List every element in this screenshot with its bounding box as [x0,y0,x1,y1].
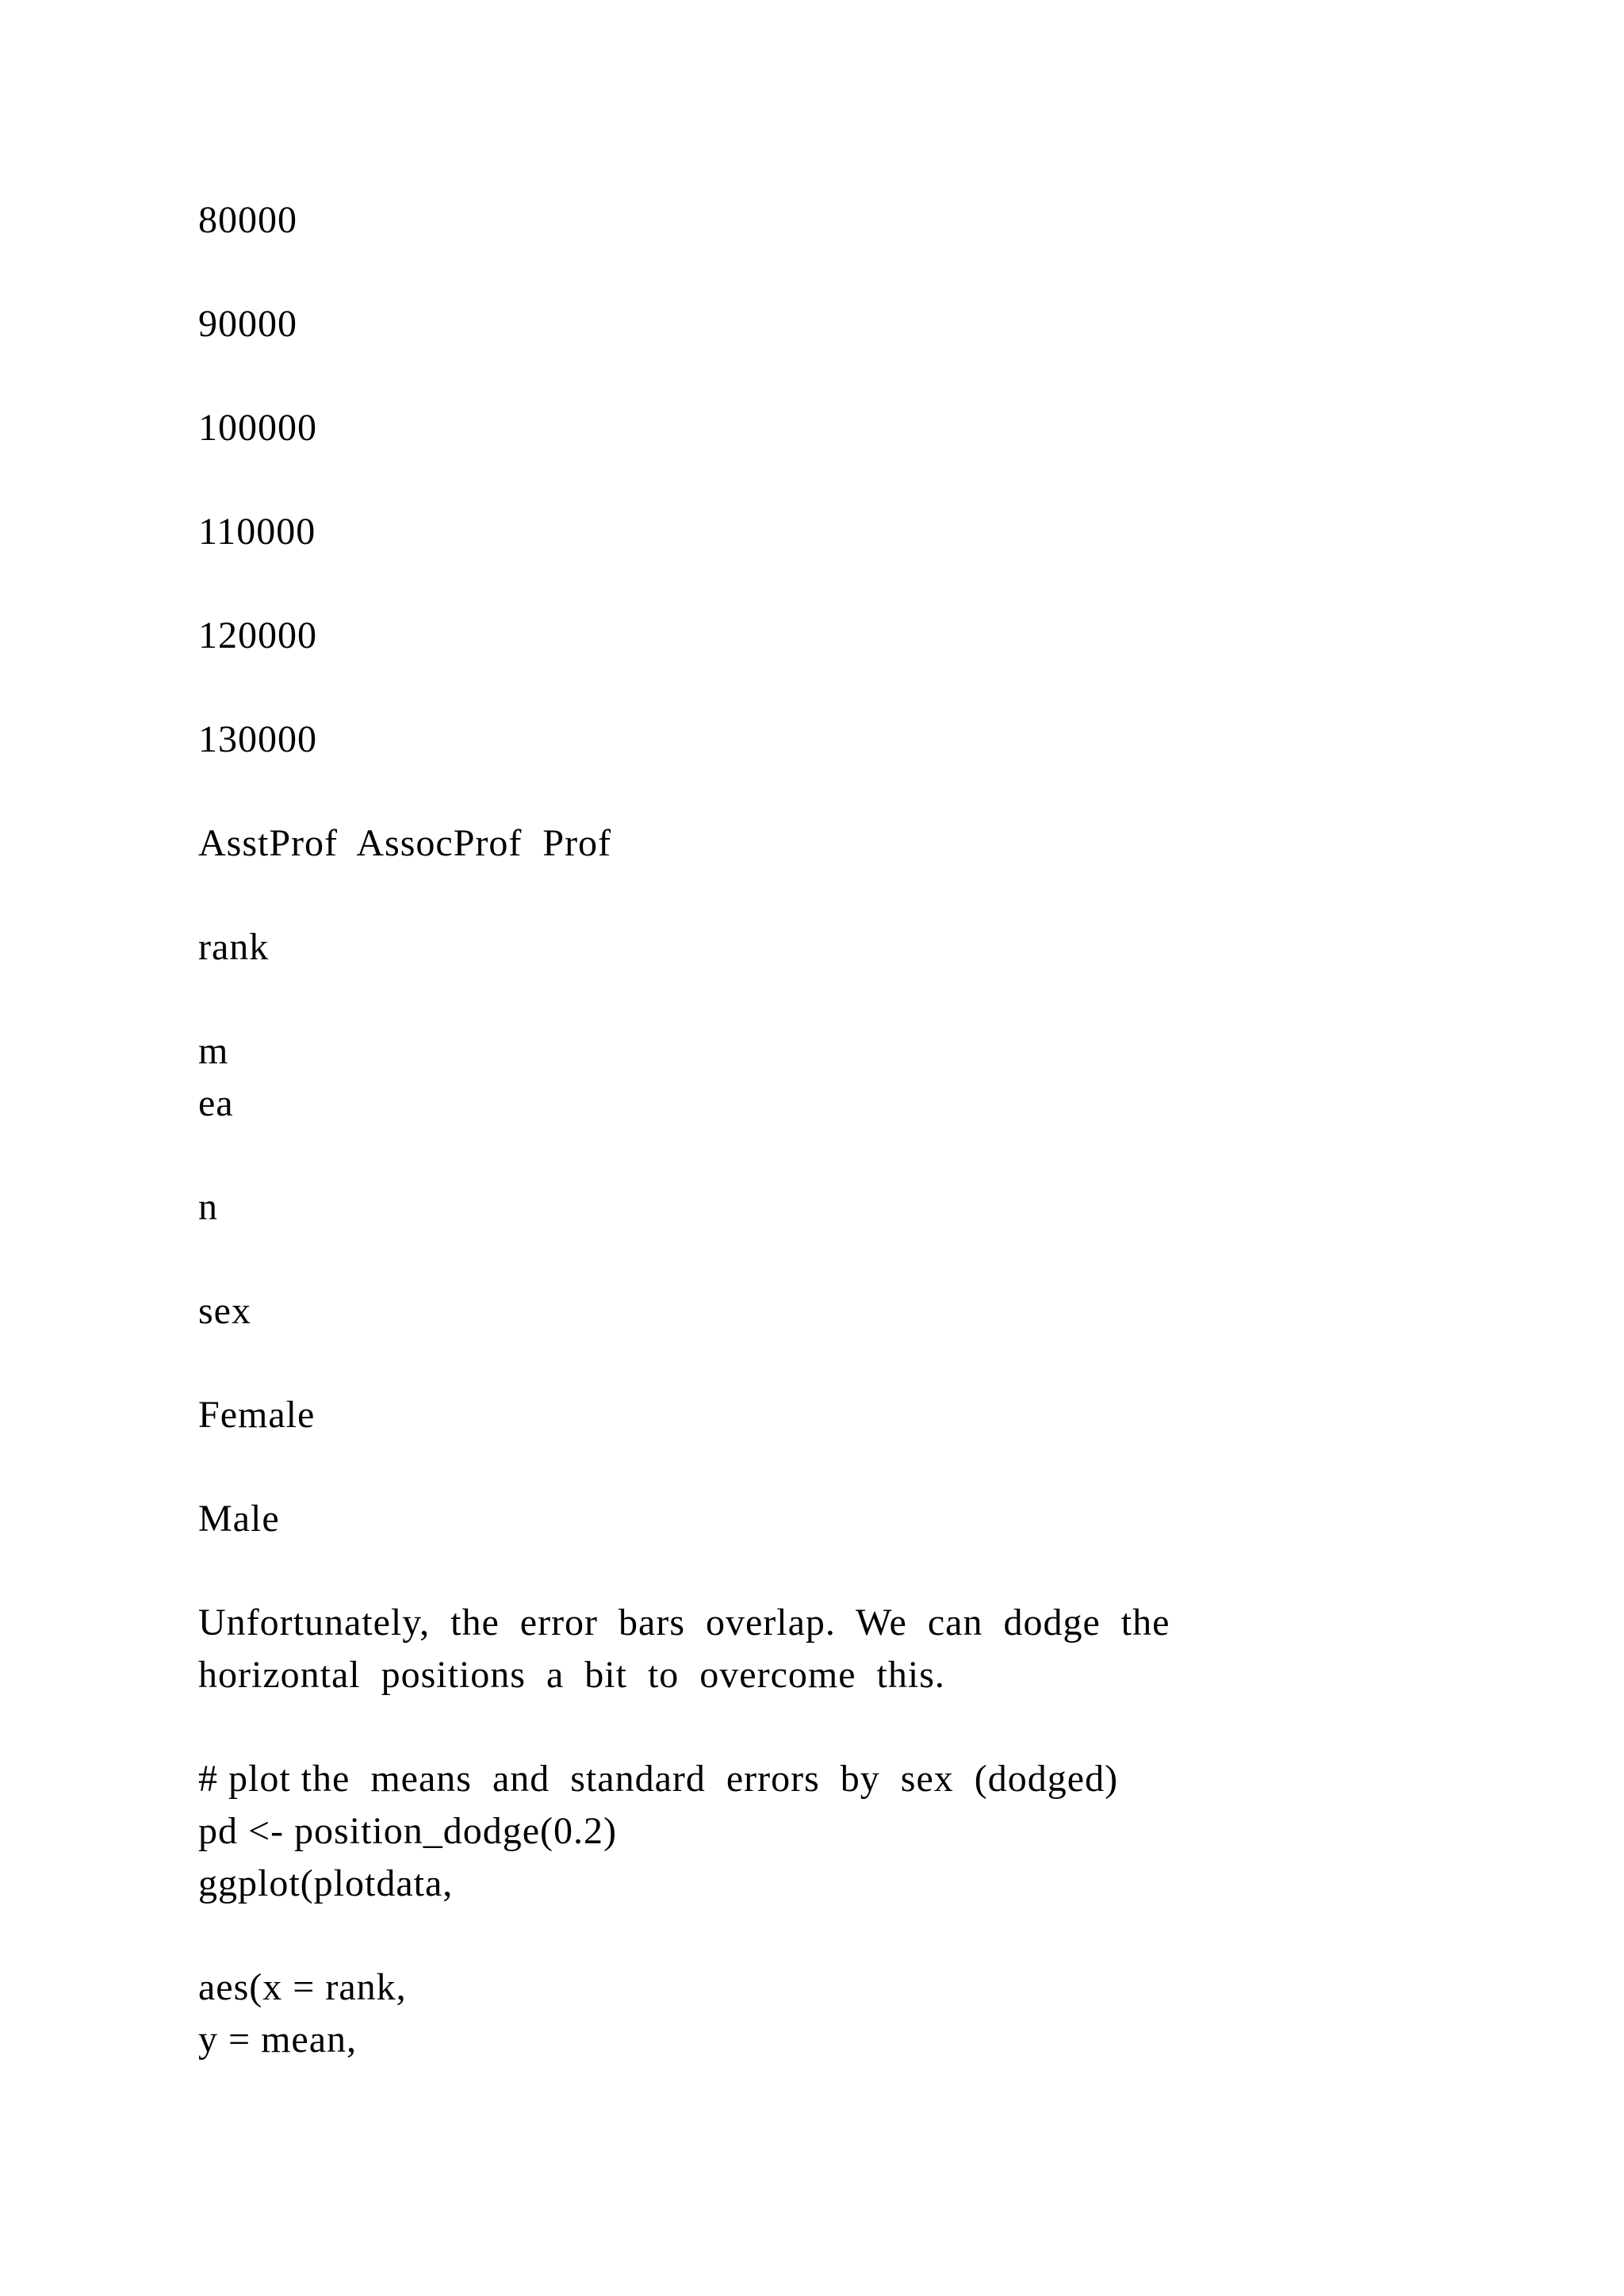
code-comment-line: # plot the means and standard errors by sex (dodged) [198,1758,1119,1800]
code-line: pd <- position_dodge(0.2) [198,1810,618,1852]
y-axis-label-fragment: ea [198,1082,234,1124]
legend-item-male: Male [198,1498,280,1540]
tick-label-110000: 110000 [198,511,316,553]
legend-title: sex [198,1290,251,1332]
tick-label-90000: 90000 [198,303,297,345]
legend-item-female: Female [198,1394,316,1436]
tick-label-80000: 80000 [198,199,297,241]
code-line: ggplot(plotdata, [198,1862,454,1904]
x-axis-label: rank [198,926,270,968]
x-category-labels: AsstProf AssocProf Prof [198,822,612,864]
y-axis-label-fragment: n [198,1186,218,1228]
code-line: aes(x = rank, [198,1966,407,2008]
tick-label-120000: 120000 [198,614,317,656]
y-axis-label-fragment: m [198,1030,229,1072]
paragraph-line: horizontal positions a bit to overcome this. [198,1654,945,1696]
paragraph-line: Unfortunately, the error bars overlap. We can dodge the [198,1601,1170,1644]
code-line: y = mean, [198,2019,358,2061]
tick-label-100000: 100000 [198,407,317,449]
tick-label-130000: 130000 [198,718,317,760]
